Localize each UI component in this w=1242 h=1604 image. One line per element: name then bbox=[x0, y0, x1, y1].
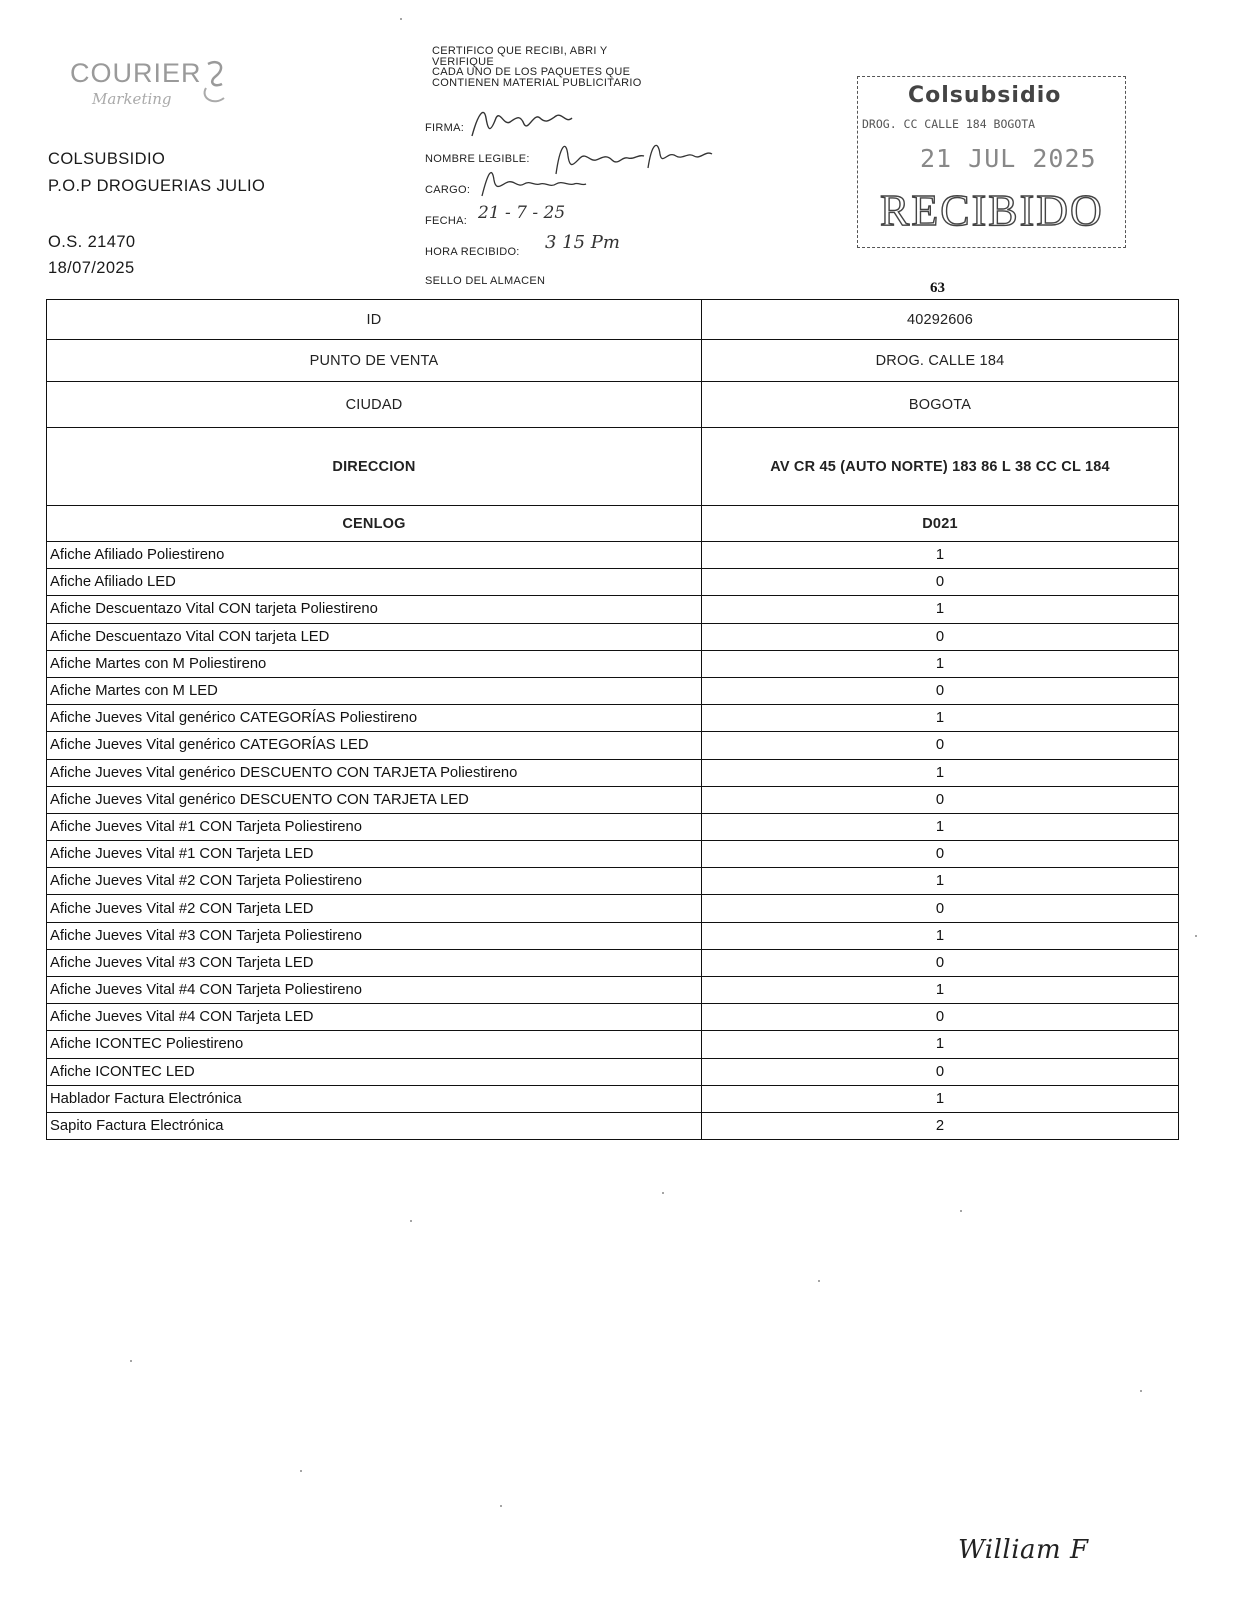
table-row bbox=[47, 732, 1179, 759]
item-name: Afiche Jueves Vital genérico DESCUENTO CON TARJETA LED bbox=[47, 786, 702, 813]
statement-line: CONTIENEN MATERIAL PUBLICITARIO bbox=[432, 76, 642, 89]
table-row bbox=[47, 922, 1179, 949]
stamp-date: 21 JUL 2025 bbox=[920, 144, 1097, 173]
table-row bbox=[47, 949, 1179, 976]
table-row bbox=[47, 623, 1179, 650]
order-number: O.S. 21470 bbox=[48, 233, 136, 251]
table-row bbox=[47, 542, 1179, 569]
detail-row bbox=[47, 340, 1179, 382]
item-name: Afiche ICONTEC Poliestireno bbox=[47, 1031, 702, 1058]
time-label: HORA RECIBIDO: bbox=[425, 246, 520, 258]
item-quantity: 1 bbox=[702, 650, 1179, 677]
item-quantity: 0 bbox=[702, 1058, 1179, 1085]
scan-speck bbox=[662, 1192, 664, 1194]
item-name: Afiche Jueves Vital #2 CON Tarjeta Poliestireno bbox=[47, 868, 702, 895]
item-name: Afiche Afiliado Poliestireno bbox=[47, 542, 702, 569]
stamp-brand: Colsubsidio bbox=[908, 83, 1062, 108]
item-quantity: 1 bbox=[702, 868, 1179, 895]
table-row bbox=[47, 650, 1179, 677]
item-name: Afiche Descuentazo Vital CON tarjeta LED bbox=[47, 623, 702, 650]
order-date: 18/07/2025 bbox=[48, 259, 135, 277]
stamp-branch: DROG. CC CALLE 184 BOGOTA bbox=[862, 117, 1036, 131]
seal-label: SELLO DEL ALMACEN bbox=[425, 275, 546, 287]
client-company: COLSUBSIDIO bbox=[48, 150, 166, 168]
table-row bbox=[47, 1112, 1179, 1139]
detail-value: AV CR 45 (AUTO NORTE) 183 86 L 38 CC CL 184 bbox=[702, 428, 1179, 506]
detail-label: DIRECCION bbox=[47, 428, 702, 506]
received-date: 21 - 7 - 25 bbox=[478, 203, 566, 223]
item-name: Afiche Jueves Vital #4 CON Tarjeta Poliestireno bbox=[47, 977, 702, 1004]
scan-speck bbox=[1140, 1390, 1142, 1392]
detail-label: PUNTO DE VENTA bbox=[47, 340, 702, 382]
table-row bbox=[47, 759, 1179, 786]
handwritten-signature-icon bbox=[468, 104, 588, 140]
detail-value: DROG. CALLE 184 bbox=[702, 340, 1179, 382]
detail-row bbox=[47, 506, 1179, 542]
item-quantity: 0 bbox=[702, 949, 1179, 976]
item-quantity: 0 bbox=[702, 895, 1179, 922]
item-quantity: 0 bbox=[702, 786, 1179, 813]
table-row bbox=[47, 895, 1179, 922]
item-name: Afiche Jueves Vital #1 CON Tarjeta Poliestireno bbox=[47, 813, 702, 840]
item-name: Hablador Factura Electrónica bbox=[47, 1085, 702, 1112]
detail-row bbox=[47, 382, 1179, 428]
courier-logo bbox=[70, 58, 240, 118]
table-row bbox=[47, 841, 1179, 868]
detail-row bbox=[47, 428, 1179, 506]
logo-mark-icon bbox=[200, 58, 230, 108]
logo-brand: COURIER bbox=[70, 58, 202, 88]
item-quantity: 0 bbox=[702, 841, 1179, 868]
item-quantity: 2 bbox=[702, 1112, 1179, 1139]
item-name: Afiche Jueves Vital #1 CON Tarjeta LED bbox=[47, 841, 702, 868]
detail-label: CENLOG bbox=[47, 506, 702, 542]
item-quantity: 1 bbox=[702, 813, 1179, 840]
item-name: Afiche Martes con M Poliestireno bbox=[47, 650, 702, 677]
item-quantity: 1 bbox=[702, 1031, 1179, 1058]
table-row bbox=[47, 977, 1179, 1004]
item-name: Afiche Martes con M LED bbox=[47, 677, 702, 704]
table-row bbox=[47, 596, 1179, 623]
footer-signature: William F bbox=[958, 1535, 1089, 1565]
detail-row bbox=[47, 300, 1179, 340]
item-quantity: 1 bbox=[702, 922, 1179, 949]
statement-line: CERTIFICO QUE RECIBI, ABRI Y bbox=[432, 45, 608, 57]
item-name: Afiche Jueves Vital #2 CON Tarjeta LED bbox=[47, 895, 702, 922]
detail-value: D021 bbox=[702, 506, 1179, 542]
item-name: Afiche Jueves Vital genérico DESCUENTO CON TARJETA Poliestireno bbox=[47, 759, 702, 786]
item-quantity: 1 bbox=[702, 759, 1179, 786]
date-label: FECHA: bbox=[425, 215, 468, 227]
item-name: Sapito Factura Electrónica bbox=[47, 1112, 702, 1139]
logo-tagline: Marketing bbox=[92, 90, 172, 108]
scan-speck bbox=[818, 1280, 820, 1282]
item-quantity: 1 bbox=[702, 596, 1179, 623]
table-row bbox=[47, 705, 1179, 732]
table-row bbox=[47, 786, 1179, 813]
scan-speck bbox=[130, 1360, 132, 1362]
scan-speck bbox=[410, 1220, 412, 1222]
certificate-statement bbox=[432, 46, 722, 88]
scan-speck bbox=[500, 1505, 502, 1507]
stamp-word: RECIBIDO bbox=[880, 186, 1104, 235]
detail-value: BOGOTA bbox=[702, 382, 1179, 428]
item-quantity: 0 bbox=[702, 677, 1179, 704]
scan-speck bbox=[960, 1210, 962, 1212]
detail-value: 40292606 bbox=[702, 300, 1179, 340]
item-name: Afiche Jueves Vital genérico CATEGORÍAS Poliestireno bbox=[47, 705, 702, 732]
item-name: Afiche Jueves Vital #3 CON Tarjeta Poliestireno bbox=[47, 922, 702, 949]
item-quantity: 1 bbox=[702, 1085, 1179, 1112]
handwritten-position-icon bbox=[478, 164, 590, 200]
scan-speck bbox=[300, 1470, 302, 1472]
item-quantity: 0 bbox=[702, 732, 1179, 759]
item-quantity: 0 bbox=[702, 623, 1179, 650]
item-quantity: 0 bbox=[702, 1004, 1179, 1031]
table-row bbox=[47, 1031, 1179, 1058]
table-row bbox=[47, 569, 1179, 596]
table-row bbox=[47, 1058, 1179, 1085]
signature-label: FIRMA: bbox=[425, 122, 465, 134]
table-row bbox=[47, 1085, 1179, 1112]
detail-label: CIUDAD bbox=[47, 382, 702, 428]
campaign-name: P.O.P DROGUERIAS JULIO bbox=[48, 177, 266, 195]
item-name: Afiche Jueves Vital genérico CATEGORÍAS LED bbox=[47, 732, 702, 759]
table-row bbox=[47, 1004, 1179, 1031]
item-quantity: 1 bbox=[702, 705, 1179, 732]
table-row bbox=[47, 868, 1179, 895]
item-name: Afiche Afiliado LED bbox=[47, 569, 702, 596]
received-time: 3 15 Pm bbox=[545, 232, 620, 253]
statement-line: CADA UNO DE LOS PAQUETES QUE bbox=[432, 66, 631, 78]
item-quantity: 1 bbox=[702, 542, 1179, 569]
table-row bbox=[47, 677, 1179, 704]
item-quantity: 0 bbox=[702, 569, 1179, 596]
item-name: Afiche Descuentazo Vital CON tarjeta Poliestireno bbox=[47, 596, 702, 623]
scan-speck bbox=[400, 18, 402, 20]
statement-line: VERIFIQUE bbox=[432, 55, 494, 68]
detail-label: ID bbox=[47, 300, 702, 340]
scan-speck bbox=[1195, 935, 1197, 937]
name-label: NOMBRE LEGIBLE: bbox=[425, 153, 530, 165]
item-name: Afiche Jueves Vital #4 CON Tarjeta LED bbox=[47, 1004, 702, 1031]
position-label: CARGO: bbox=[425, 184, 471, 196]
delivery-table bbox=[46, 299, 1178, 1140]
table-row bbox=[47, 813, 1179, 840]
item-name: Afiche Jueves Vital #3 CON Tarjeta LED bbox=[47, 949, 702, 976]
item-quantity: 1 bbox=[702, 977, 1179, 1004]
received-stamp bbox=[857, 76, 1126, 248]
page-number: 63 bbox=[930, 280, 945, 296]
item-name: Afiche ICONTEC LED bbox=[47, 1058, 702, 1085]
